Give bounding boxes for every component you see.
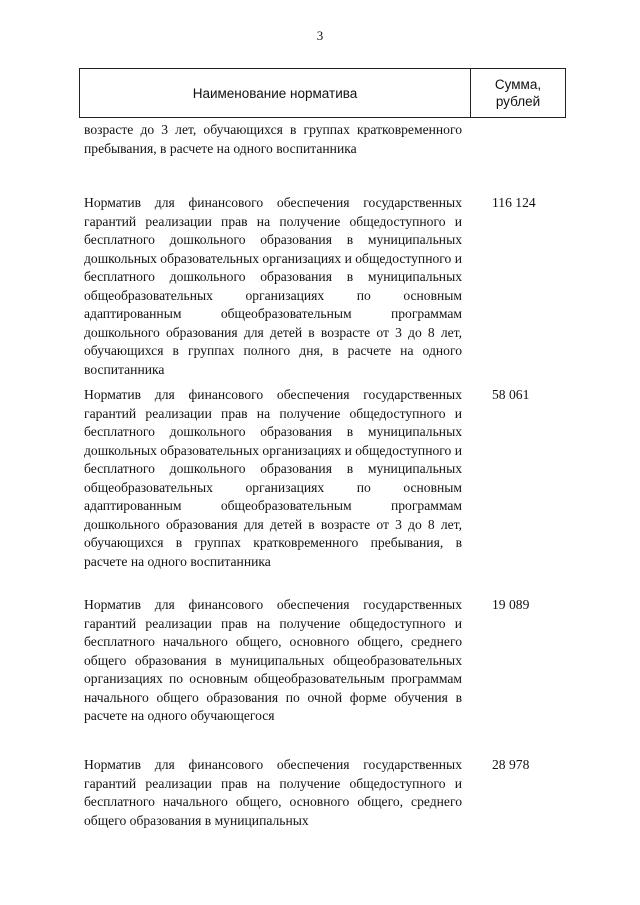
table-row (84, 386, 564, 571)
table-row (84, 596, 564, 726)
row-text: Норматив для финансового обеспечения государственных гарантий реализации прав на получение общедоступного и бесплатного дошкольного образования в муниципальных дошкольных образовательных организациях и общедоступного и бесплатного дошкольного образования в муниципальных общеобразовательных организациях по основным адаптированным общеобразовательным программам дошкольного образования для детей в возрасте от 3 до 8 лет, обучающихся в группах полного дня, в расчете на одного воспитанника (84, 195, 462, 377)
header-name-cell: Наименование норматива (80, 69, 471, 117)
row-sum: 28 978 (492, 757, 530, 772)
page-number: 3 (316, 28, 324, 43)
table-row (84, 121, 564, 158)
header-sum-cell: Сумма, рублей (494, 77, 542, 109)
row-sum: 19 089 (492, 597, 530, 612)
table-header (79, 68, 566, 118)
row-sum: 116 124 (492, 195, 536, 210)
table-row (84, 194, 564, 379)
row-text: Норматив для финансового обеспечения государственных гарантий реализации прав на получение общедоступного и бесплатного дошкольного образования в муниципальных дошкольных образовательных организациях и общедоступного и бесплатного дошкольного образования в муниципальных общеобразовательных организациях по основным адаптированным общеобразовательным программам дошкольного образования для детей в возрасте от 3 до 8 лет, обучающихся в группах кратковременного пребывания, в расчете на одного воспитанника (84, 387, 462, 569)
row-text: Норматив для финансового обеспечения государственных гарантий реализации прав на получение общедоступного и бесплатного начального общего, основного общего, среднего общего образования в муниципальных (84, 757, 462, 828)
row-text: возрасте до 3 лет, обучающихся в группах кратковременного пребывания, в расчете на одного воспитанника (84, 122, 462, 156)
table-row (84, 756, 564, 830)
row-text: Норматив для финансового обеспечения государственных гарантий реализации прав на получение общедоступного и бесплатного начального общего, основного общего, среднего общего образования в муниципальных общеобразовательных организациях по основным общеобразовательным программам начального общего образования по очной форме обучения в расчете на одного обучающегося (84, 597, 462, 723)
row-sum: 58 061 (492, 387, 530, 402)
